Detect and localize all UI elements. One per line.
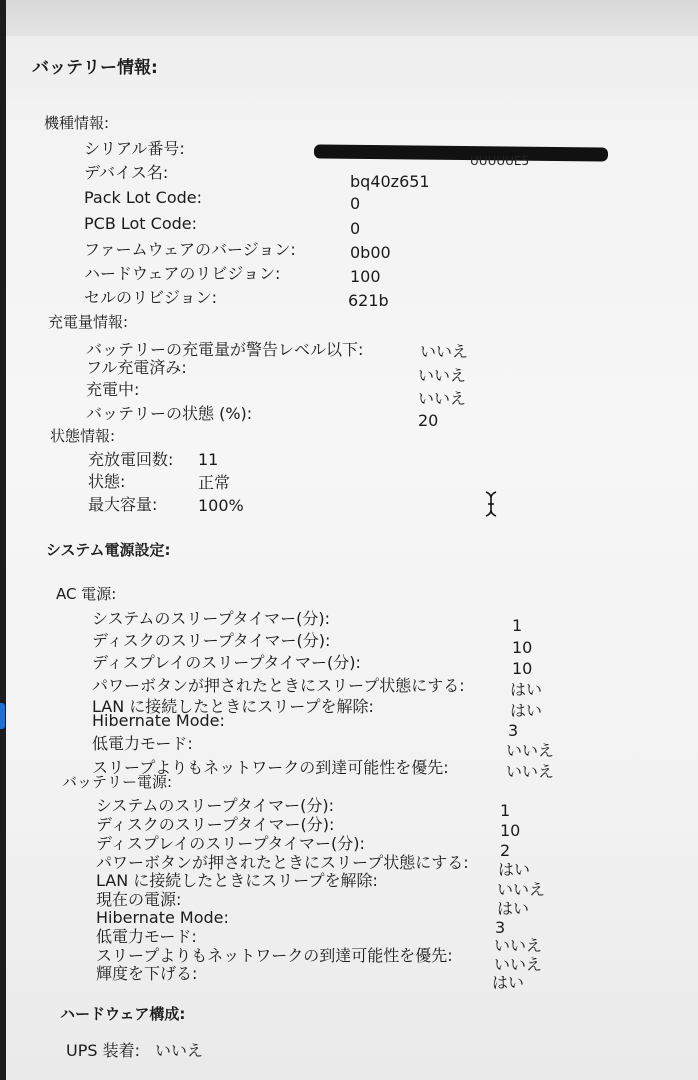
ac-row-value: いいえ <box>506 762 555 781</box>
hardware-config-title: ハードウェア構成: <box>60 1005 186 1023</box>
battery-row-value: 3 <box>495 918 506 937</box>
battery-row-value: はい <box>497 899 530 918</box>
charging-value: いいえ <box>418 389 467 408</box>
battery-row-label: ディスプレイのスリープタイマー(分): <box>96 834 365 853</box>
battery-row-label: ディスクのスリープタイマー(分): <box>96 815 335 834</box>
ac-row-value: はい <box>510 680 543 699</box>
ups-label: UPS 装着: <box>66 1041 140 1060</box>
ac-row-value: 3 <box>508 721 519 740</box>
cell-revision-value: 621b <box>348 291 389 310</box>
battery-power-heading: バッテリー電源: <box>62 773 173 791</box>
ac-row-label: ディスプレイのスリープタイマー(分): <box>92 653 361 672</box>
battery-row-label: システムのスリープタイマー(分): <box>96 796 335 815</box>
battery-row-value: いいえ <box>494 936 543 955</box>
max-capacity-label: 最大容量: <box>88 495 158 514</box>
firmware-value: 0b00 <box>350 243 391 262</box>
battery-state-value: 20 <box>418 411 439 430</box>
hardware-revision-value: 100 <box>350 267 381 286</box>
sidebar-selection-indicator[interactable] <box>0 703 5 729</box>
max-capacity-value: 100% <box>198 496 244 515</box>
battery-row-label: 現在の電源: <box>96 890 182 909</box>
device-name-label: デバイス名: <box>84 163 169 182</box>
condition-value: 正常 <box>198 473 231 492</box>
cycle-count-label: 充放電回数: <box>88 450 174 469</box>
model-info-heading: 機種情報: <box>44 114 110 132</box>
battery-state-label: バッテリーの状態 (%): <box>86 404 253 423</box>
firmware-label: ファームウェアのバージョン: <box>84 240 296 259</box>
battery-row-label: スリープよりもネットワークの到達可能性を優先: <box>96 946 453 965</box>
battery-row-value: 1 <box>500 801 511 820</box>
pcb-lot-label: PCB Lot Code: <box>84 214 198 233</box>
ac-row-value: 1 <box>512 616 523 635</box>
ac-row-value: 10 <box>512 659 533 678</box>
battery-row-label: 低電力モード: <box>96 927 197 946</box>
serial-label: シリアル番号: <box>84 139 185 158</box>
cycle-count-value: 11 <box>198 450 219 469</box>
pcb-lot-value: 0 <box>350 219 361 238</box>
battery-row-value: 2 <box>500 841 511 860</box>
text-ibeam-cursor-icon <box>484 490 498 518</box>
battery-row-label: Hibernate Mode: <box>96 908 229 927</box>
battery-row-label: LAN に接続したときにスリープを解除: <box>96 871 378 890</box>
ac-power-heading: AC 電源: <box>56 585 117 603</box>
ac-row-label: Hibernate Mode: <box>92 711 225 730</box>
fully-charged-label: フル充電済み: <box>86 358 187 377</box>
ups-value: いいえ <box>155 1041 204 1060</box>
ac-row-label: 低電力モード: <box>92 734 193 753</box>
battery-row-label: パワーボタンが押されたときにスリープ状態にする: <box>96 853 469 872</box>
battery-row-value: いいえ <box>494 955 543 974</box>
ac-row-value: 10 <box>512 638 533 657</box>
serial-visible-fragment: UUUUUE5 <box>470 154 530 168</box>
ac-row-value: いいえ <box>506 741 555 760</box>
battery-row-value: はい <box>498 860 531 879</box>
pack-lot-label: Pack Lot Code: <box>84 188 203 207</box>
battery-row-value: 10 <box>500 821 521 840</box>
low-warning-label: バッテリーの充電量が警告レベル以下: <box>86 340 364 359</box>
ac-row-value: はい <box>510 701 543 720</box>
battery-row-value: はい <box>492 973 525 992</box>
condition-label: 状態: <box>88 472 126 491</box>
battery-row-label: 輝度を下げる: <box>96 964 198 983</box>
ac-row-label: ディスクのスリープタイマー(分): <box>92 631 331 650</box>
cell-revision-label: セルのリビジョン: <box>84 288 218 307</box>
battery-row-value: いいえ <box>497 880 546 899</box>
ac-row-label: パワーボタンが押されたときにスリープ状態にする: <box>92 676 465 695</box>
charge-info-heading: 充電量情報: <box>48 313 129 331</box>
power-settings-title: システム電源設定: <box>46 541 171 559</box>
ac-row-label: LAN に接続したときにスリープを解除: <box>92 697 374 716</box>
battery-info-title: バッテリー情報: <box>32 58 158 78</box>
charging-label: 充電中: <box>86 380 140 399</box>
panel-header-bar <box>6 0 698 36</box>
device-name-value: bq40z651 <box>350 172 430 191</box>
ac-row-label: スリープよりもネットワークの到達可能性を優先: <box>92 758 449 777</box>
ac-row-label: システムのスリープタイマー(分): <box>92 609 331 628</box>
pack-lot-value: 0 <box>350 194 361 213</box>
fully-charged-value: いいえ <box>418 366 467 385</box>
health-info-heading: 状態情報: <box>50 427 116 445</box>
low-warning-value: いいえ <box>420 342 469 361</box>
hardware-revision-label: ハードウェアのリビジョン: <box>84 264 281 283</box>
